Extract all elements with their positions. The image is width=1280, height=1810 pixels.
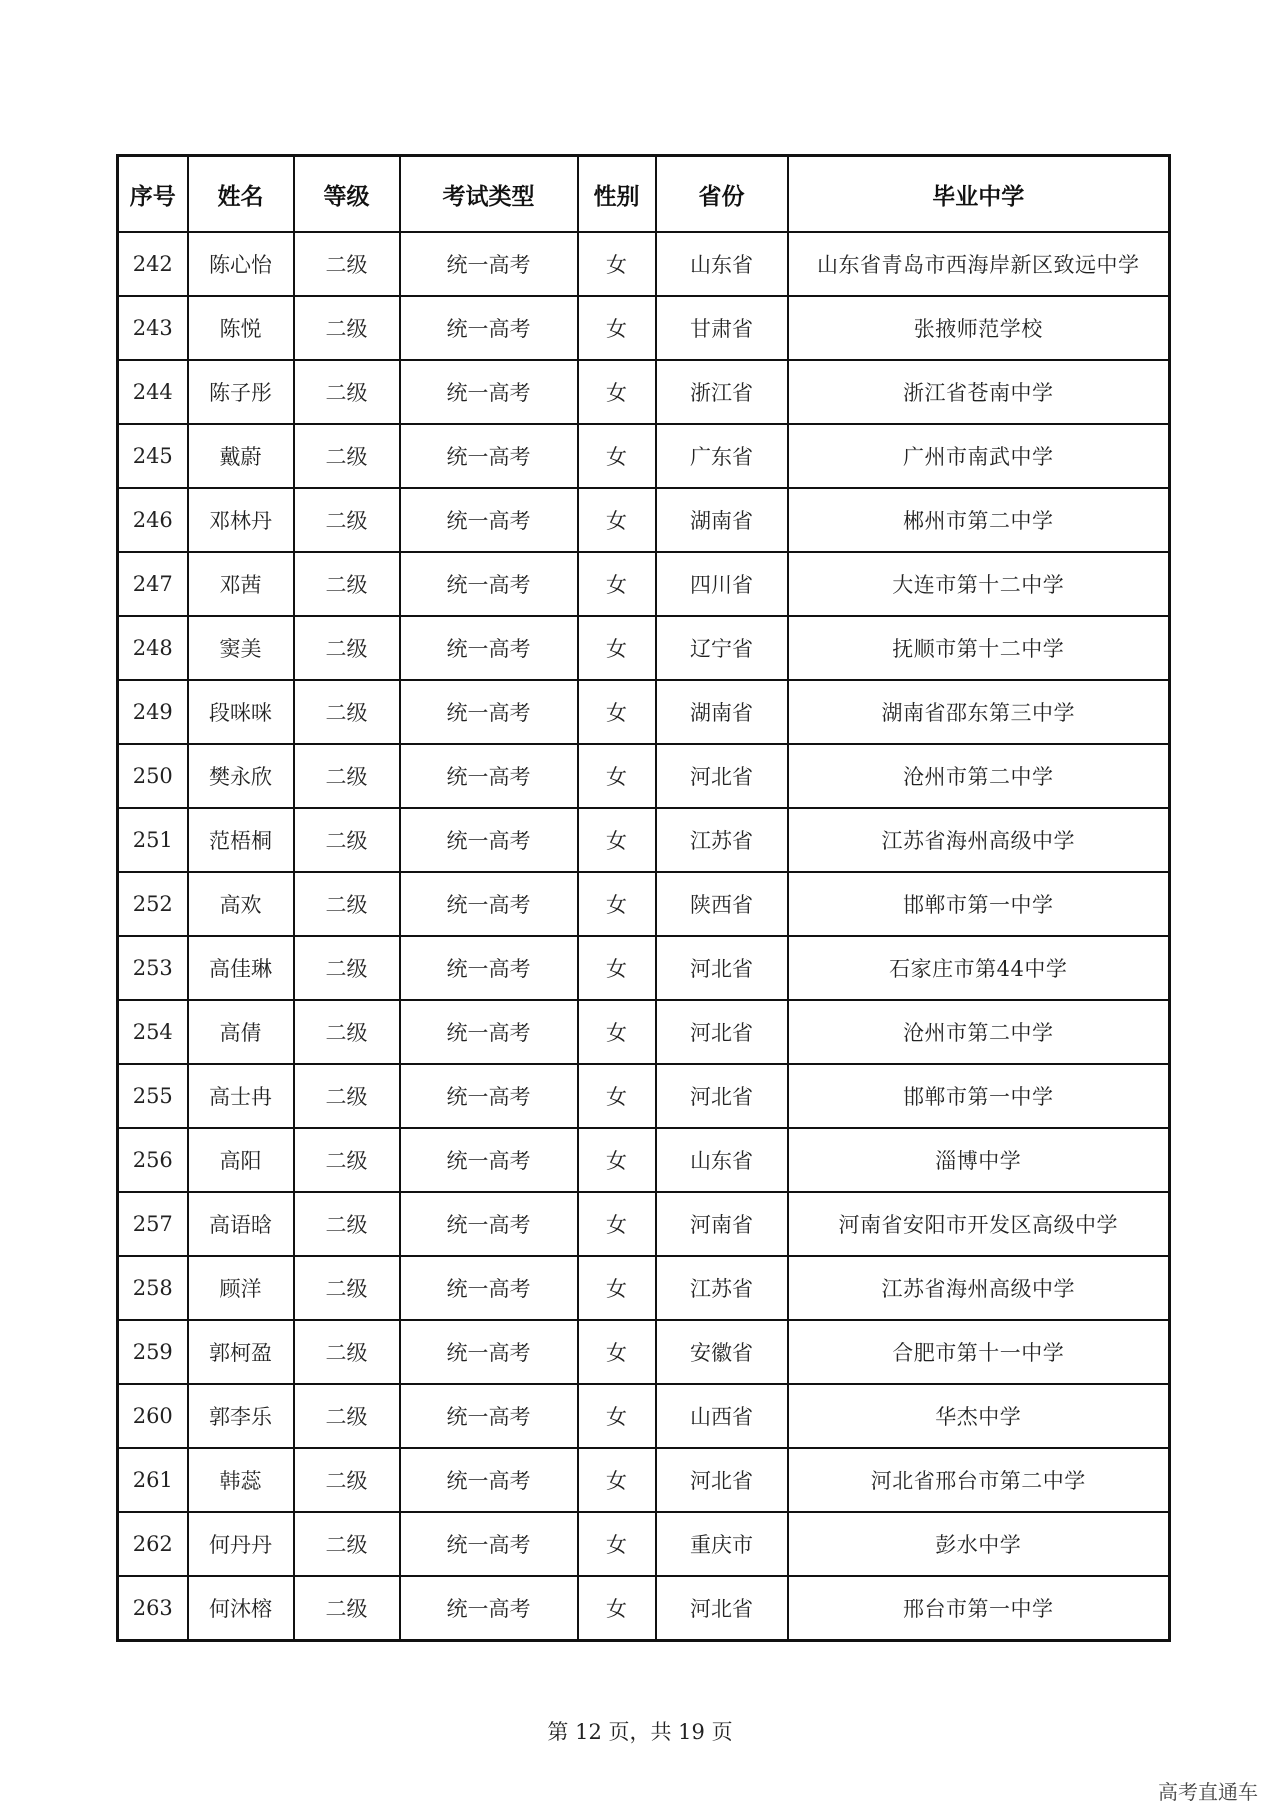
cell-index: 247 — [118, 552, 188, 616]
cell-index: 244 — [118, 360, 188, 424]
cell-name: 陈子彤 — [188, 360, 294, 424]
cell-school: 江苏省海州高级中学 — [788, 808, 1170, 872]
cell-province: 湖南省 — [656, 488, 788, 552]
cell-exam-type: 统一高考 — [400, 1000, 578, 1064]
table-row — [118, 1512, 1170, 1576]
cell-exam-type: 统一高考 — [400, 232, 578, 296]
cell-gender: 女 — [578, 296, 656, 360]
table-row — [118, 808, 1170, 872]
cell-gender: 女 — [578, 872, 656, 936]
cell-exam-type: 统一高考 — [400, 744, 578, 808]
header-school: 毕业中学 — [788, 156, 1170, 233]
cell-gender: 女 — [578, 744, 656, 808]
cell-index: 250 — [118, 744, 188, 808]
cell-school: 沧州市第二中学 — [788, 744, 1170, 808]
cell-gender: 女 — [578, 1512, 656, 1576]
cell-gender: 女 — [578, 488, 656, 552]
cell-index: 248 — [118, 616, 188, 680]
cell-index: 252 — [118, 872, 188, 936]
cell-level: 二级 — [294, 1192, 400, 1256]
cell-school: 邯郸市第一中学 — [788, 872, 1170, 936]
cell-gender: 女 — [578, 936, 656, 1000]
cell-index: 257 — [118, 1192, 188, 1256]
cell-school: 浙江省苍南中学 — [788, 360, 1170, 424]
cell-province: 河北省 — [656, 1064, 788, 1128]
cell-index: 254 — [118, 1000, 188, 1064]
cell-index: 245 — [118, 424, 188, 488]
cell-level: 二级 — [294, 488, 400, 552]
cell-exam-type: 统一高考 — [400, 424, 578, 488]
cell-level: 二级 — [294, 1384, 400, 1448]
table-row — [118, 616, 1170, 680]
header-exam-type: 考试类型 — [400, 156, 578, 233]
cell-exam-type: 统一高考 — [400, 616, 578, 680]
cell-province: 四川省 — [656, 552, 788, 616]
cell-gender: 女 — [578, 1448, 656, 1512]
cell-name: 范梧桐 — [188, 808, 294, 872]
cell-school: 沧州市第二中学 — [788, 1000, 1170, 1064]
cell-name: 郭李乐 — [188, 1384, 294, 1448]
cell-index: 258 — [118, 1256, 188, 1320]
table-row — [118, 936, 1170, 1000]
cell-gender: 女 — [578, 680, 656, 744]
cell-exam-type: 统一高考 — [400, 1256, 578, 1320]
cell-exam-type: 统一高考 — [400, 1320, 578, 1384]
cell-gender: 女 — [578, 1064, 656, 1128]
cell-gender: 女 — [578, 808, 656, 872]
cell-school: 广州市南武中学 — [788, 424, 1170, 488]
cell-level: 二级 — [294, 808, 400, 872]
cell-school: 河南省安阳市开发区高级中学 — [788, 1192, 1170, 1256]
table-row — [118, 1320, 1170, 1384]
cell-index: 249 — [118, 680, 188, 744]
cell-exam-type: 统一高考 — [400, 872, 578, 936]
cell-index: 251 — [118, 808, 188, 872]
table-row — [118, 1192, 1170, 1256]
table-row — [118, 1000, 1170, 1064]
cell-level: 二级 — [294, 552, 400, 616]
header-gender: 性别 — [578, 156, 656, 233]
cell-school: 张掖师范学校 — [788, 296, 1170, 360]
cell-name: 高佳琳 — [188, 936, 294, 1000]
cell-province: 江苏省 — [656, 808, 788, 872]
cell-province: 安徽省 — [656, 1320, 788, 1384]
cell-school: 江苏省海州高级中学 — [788, 1256, 1170, 1320]
watermark: 高考直通车 — [1158, 1780, 1258, 1804]
cell-exam-type: 统一高考 — [400, 488, 578, 552]
table-body — [118, 232, 1170, 1641]
cell-gender: 女 — [578, 1576, 656, 1641]
cell-name: 高士冉 — [188, 1064, 294, 1128]
cell-name: 段咪咪 — [188, 680, 294, 744]
page-number: 第 12 页，共 19 页 — [547, 1720, 733, 1744]
cell-index: 261 — [118, 1448, 188, 1512]
cell-province: 陕西省 — [656, 872, 788, 936]
cell-province: 山西省 — [656, 1384, 788, 1448]
cell-index: 242 — [118, 232, 188, 296]
header-name: 姓名 — [188, 156, 294, 233]
cell-name: 高阳 — [188, 1128, 294, 1192]
cell-name: 何丹丹 — [188, 1512, 294, 1576]
cell-name: 戴蔚 — [188, 424, 294, 488]
cell-index: 246 — [118, 488, 188, 552]
cell-level: 二级 — [294, 360, 400, 424]
cell-index: 255 — [118, 1064, 188, 1128]
cell-gender: 女 — [578, 232, 656, 296]
cell-province: 河南省 — [656, 1192, 788, 1256]
cell-province: 河北省 — [656, 744, 788, 808]
cell-province: 河北省 — [656, 1000, 788, 1064]
cell-index: 262 — [118, 1512, 188, 1576]
cell-index: 253 — [118, 936, 188, 1000]
cell-level: 二级 — [294, 680, 400, 744]
header-level: 等级 — [294, 156, 400, 233]
header-province: 省份 — [656, 156, 788, 233]
cell-gender: 女 — [578, 1256, 656, 1320]
cell-school: 大连市第十二中学 — [788, 552, 1170, 616]
cell-province: 辽宁省 — [656, 616, 788, 680]
cell-exam-type: 统一高考 — [400, 680, 578, 744]
cell-exam-type: 统一高考 — [400, 1448, 578, 1512]
cell-level: 二级 — [294, 232, 400, 296]
cell-province: 重庆市 — [656, 1512, 788, 1576]
cell-gender: 女 — [578, 1192, 656, 1256]
cell-province: 河北省 — [656, 1448, 788, 1512]
table-row — [118, 1256, 1170, 1320]
cell-exam-type: 统一高考 — [400, 936, 578, 1000]
cell-province: 广东省 — [656, 424, 788, 488]
cell-exam-type: 统一高考 — [400, 1128, 578, 1192]
cell-index: 263 — [118, 1576, 188, 1641]
cell-gender: 女 — [578, 1384, 656, 1448]
cell-name: 邓茜 — [188, 552, 294, 616]
cell-province: 甘肃省 — [656, 296, 788, 360]
table-row — [118, 1576, 1170, 1641]
cell-level: 二级 — [294, 1512, 400, 1576]
cell-exam-type: 统一高考 — [400, 808, 578, 872]
table-row — [118, 1128, 1170, 1192]
cell-index: 243 — [118, 296, 188, 360]
cell-level: 二级 — [294, 1128, 400, 1192]
table-row — [118, 296, 1170, 360]
cell-level: 二级 — [294, 872, 400, 936]
table-row — [118, 424, 1170, 488]
table-row — [118, 1064, 1170, 1128]
cell-name: 高倩 — [188, 1000, 294, 1064]
cell-province: 湖南省 — [656, 680, 788, 744]
table-row — [118, 1448, 1170, 1512]
cell-school: 淄博中学 — [788, 1128, 1170, 1192]
cell-school: 合肥市第十一中学 — [788, 1320, 1170, 1384]
cell-province: 浙江省 — [656, 360, 788, 424]
cell-level: 二级 — [294, 1000, 400, 1064]
cell-exam-type: 统一高考 — [400, 1064, 578, 1128]
cell-name: 樊永欣 — [188, 744, 294, 808]
student-list-table-container — [116, 154, 1168, 1642]
cell-index: 259 — [118, 1320, 188, 1384]
cell-school: 湖南省邵东第三中学 — [788, 680, 1170, 744]
cell-province: 江苏省 — [656, 1256, 788, 1320]
table-row — [118, 360, 1170, 424]
cell-school: 河北省邢台市第二中学 — [788, 1448, 1170, 1512]
cell-school: 邯郸市第一中学 — [788, 1064, 1170, 1128]
cell-level: 二级 — [294, 296, 400, 360]
cell-gender: 女 — [578, 360, 656, 424]
cell-gender: 女 — [578, 552, 656, 616]
cell-level: 二级 — [294, 936, 400, 1000]
cell-name: 陈悦 — [188, 296, 294, 360]
cell-province: 河北省 — [656, 936, 788, 1000]
cell-gender: 女 — [578, 1128, 656, 1192]
cell-level: 二级 — [294, 744, 400, 808]
table-row — [118, 488, 1170, 552]
cell-exam-type: 统一高考 — [400, 1192, 578, 1256]
cell-level: 二级 — [294, 424, 400, 488]
cell-school: 华杰中学 — [788, 1384, 1170, 1448]
cell-name: 高欢 — [188, 872, 294, 936]
cell-school: 山东省青岛市西海岸新区致远中学 — [788, 232, 1170, 296]
cell-province: 山东省 — [656, 1128, 788, 1192]
cell-gender: 女 — [578, 1000, 656, 1064]
cell-exam-type: 统一高考 — [400, 552, 578, 616]
cell-level: 二级 — [294, 1576, 400, 1641]
cell-exam-type: 统一高考 — [400, 296, 578, 360]
table-row — [118, 232, 1170, 296]
cell-level: 二级 — [294, 1320, 400, 1384]
cell-gender: 女 — [578, 616, 656, 680]
header-index: 序号 — [118, 156, 188, 233]
cell-exam-type: 统一高考 — [400, 1512, 578, 1576]
cell-school: 抚顺市第十二中学 — [788, 616, 1170, 680]
cell-school: 邢台市第一中学 — [788, 1576, 1170, 1641]
cell-name: 窦美 — [188, 616, 294, 680]
cell-school: 郴州市第二中学 — [788, 488, 1170, 552]
cell-gender: 女 — [578, 424, 656, 488]
table-row — [118, 1384, 1170, 1448]
table-row — [118, 872, 1170, 936]
cell-name: 韩蕊 — [188, 1448, 294, 1512]
cell-name: 顾洋 — [188, 1256, 294, 1320]
cell-level: 二级 — [294, 616, 400, 680]
cell-school: 石家庄市第44中学 — [788, 936, 1170, 1000]
cell-level: 二级 — [294, 1256, 400, 1320]
cell-name: 何沐榕 — [188, 1576, 294, 1641]
cell-name: 高语晗 — [188, 1192, 294, 1256]
table-row — [118, 680, 1170, 744]
cell-gender: 女 — [578, 1320, 656, 1384]
student-list-table — [116, 154, 1171, 1642]
cell-school: 彭水中学 — [788, 1512, 1170, 1576]
cell-index: 256 — [118, 1128, 188, 1192]
table-row — [118, 552, 1170, 616]
cell-level: 二级 — [294, 1064, 400, 1128]
cell-province: 山东省 — [656, 232, 788, 296]
cell-index: 260 — [118, 1384, 188, 1448]
cell-name: 陈心怡 — [188, 232, 294, 296]
cell-exam-type: 统一高考 — [400, 1384, 578, 1448]
cell-exam-type: 统一高考 — [400, 360, 578, 424]
cell-province: 河北省 — [656, 1576, 788, 1641]
table-header-row — [118, 156, 1170, 233]
cell-level: 二级 — [294, 1448, 400, 1512]
cell-name: 郭柯盈 — [188, 1320, 294, 1384]
table-row — [118, 744, 1170, 808]
cell-exam-type: 统一高考 — [400, 1576, 578, 1641]
cell-name: 邓林丹 — [188, 488, 294, 552]
